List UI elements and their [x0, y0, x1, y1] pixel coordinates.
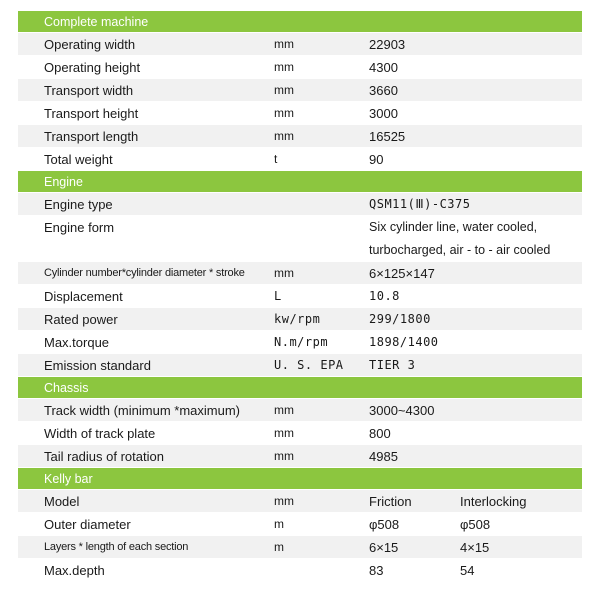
row-unit: mm	[274, 129, 294, 143]
row-value	[369, 216, 550, 262]
table-row	[18, 559, 582, 582]
row-value: 1898/1400	[369, 335, 439, 349]
table-row	[18, 285, 582, 308]
row-value: 16525	[369, 129, 406, 144]
row-unit: N.m/rpm	[274, 335, 329, 349]
table-row	[18, 193, 582, 216]
row-unit: mm	[274, 426, 294, 440]
row-label: Max.torque	[44, 335, 110, 350]
table-row	[18, 422, 582, 445]
row-value: 3000~4300	[369, 403, 435, 418]
row-unit: L	[274, 289, 282, 303]
row-value-friction: Friction	[369, 494, 412, 509]
row-label: Rated power	[44, 312, 118, 327]
row-unit: mm	[274, 494, 294, 508]
row-value-friction: 83	[369, 563, 384, 578]
row-value-line-2: turbocharged, air - to - air cooled	[369, 243, 551, 257]
row-value: 800	[369, 426, 391, 441]
row-unit: mm	[274, 403, 294, 417]
row-value: 10.8	[369, 289, 400, 303]
table-row	[18, 125, 582, 148]
row-value: 3000	[369, 106, 398, 121]
row-value: TIER 3	[369, 358, 416, 372]
row-unit: m	[274, 540, 284, 554]
spec-sheet	[18, 11, 582, 582]
row-value: 299/1800	[369, 312, 431, 326]
section-header-kelly-bar: Kelly bar	[18, 468, 582, 490]
row-label: Layers * length of each section	[44, 541, 189, 553]
row-label: Operating width	[44, 37, 136, 52]
row-unit: mm	[274, 60, 294, 74]
section-header-complete-machine: Complete machine	[18, 11, 582, 33]
row-unit: mm	[274, 266, 294, 280]
row-label: Tail radius of rotation	[44, 449, 164, 464]
row-value-interlocking: 54	[460, 563, 475, 578]
row-value: 4985	[369, 449, 398, 464]
table-row	[18, 490, 582, 513]
row-value: 3660	[369, 83, 398, 98]
table-row	[18, 513, 582, 536]
table-row	[18, 536, 582, 559]
row-label: Model	[44, 494, 80, 509]
row-value-friction: φ508	[369, 517, 400, 532]
section-header-chassis: Chassis	[18, 377, 582, 399]
row-unit: m	[274, 517, 284, 531]
table-row	[18, 445, 582, 468]
table-row	[18, 79, 582, 102]
table-row	[18, 102, 582, 125]
table-row	[18, 262, 582, 285]
row-label: Transport height	[44, 106, 139, 121]
row-label: Track width (minimum *maximum)	[44, 403, 240, 418]
row-value: QSM11(Ⅲ)-C375	[369, 197, 471, 211]
row-value-line-1: Six cylinder line, water cooled,	[369, 220, 538, 234]
row-unit: t	[274, 152, 278, 166]
table-row	[18, 354, 582, 377]
row-label: Cylinder number*cylinder diameter * stroke	[44, 267, 245, 279]
row-unit: mm	[274, 37, 294, 51]
row-unit: kw/rpm	[274, 312, 321, 326]
row-label: Max.depth	[44, 563, 105, 578]
row-label: Displacement	[44, 289, 123, 304]
row-value-interlocking: Interlocking	[460, 494, 527, 509]
row-label: Engine form	[44, 220, 115, 235]
row-value: 6×125×147	[369, 266, 435, 281]
row-unit: mm	[274, 106, 294, 120]
table-row	[18, 331, 582, 354]
row-label: Width of track plate	[44, 426, 156, 441]
row-unit: mm	[274, 449, 294, 463]
row-value: 4300	[369, 60, 398, 75]
row-label: Transport length	[44, 129, 139, 144]
row-unit: mm	[274, 83, 294, 97]
row-label: Total weight	[44, 152, 113, 167]
row-label: Operating height	[44, 60, 141, 75]
section-header-engine: Engine	[18, 171, 582, 193]
table-row	[18, 148, 582, 171]
row-label: Emission standard	[44, 358, 151, 373]
row-value-interlocking: φ508	[460, 517, 491, 532]
row-label: Transport width	[44, 83, 134, 98]
row-label: Engine type	[44, 197, 113, 212]
row-value: 90	[369, 152, 384, 167]
table-row	[18, 308, 582, 331]
row-value: 22903	[369, 37, 406, 52]
table-row	[18, 399, 582, 422]
row-value-friction: 6×15	[369, 540, 399, 555]
row-value-interlocking: 4×15	[460, 540, 490, 555]
row-unit: U. S. EPA	[274, 358, 344, 372]
table-row	[18, 216, 582, 262]
table-row	[18, 56, 582, 79]
table-row	[18, 33, 582, 56]
row-label: Outer diameter	[44, 517, 131, 532]
